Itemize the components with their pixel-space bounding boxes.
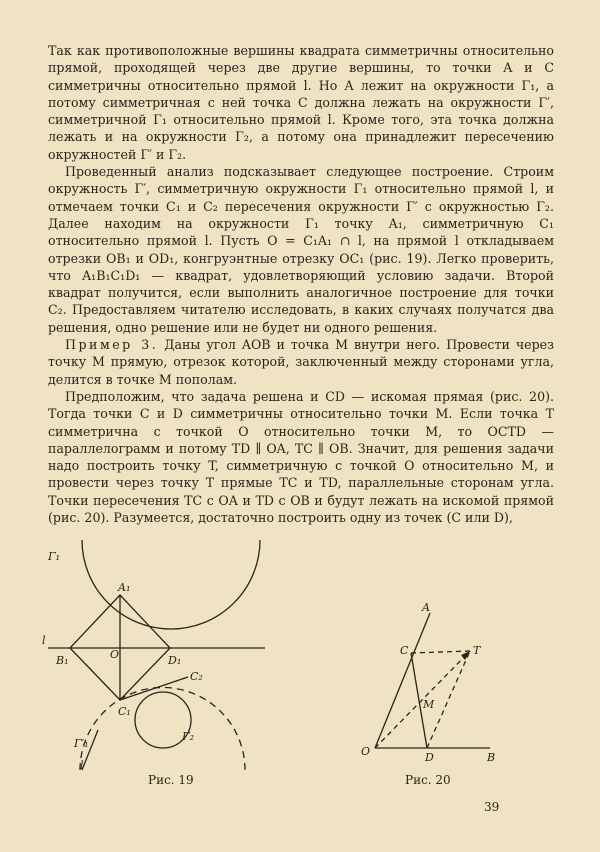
example-paragraph [48, 336, 554, 388]
label-B1: B₁ [56, 654, 69, 667]
page-number: 39 [484, 800, 500, 814]
label-T: T [473, 644, 481, 657]
segment-CT [411, 651, 470, 653]
circle-gamma-prime [80, 688, 245, 771]
figure-19-caption: Рис. 19 [148, 773, 194, 787]
label-B: B [487, 751, 496, 764]
label-M: M [423, 698, 435, 711]
figure-20 [355, 598, 505, 768]
figure-19-drawing [40, 540, 280, 775]
body-text [48, 42, 554, 526]
example-label: Пример 3. [65, 337, 159, 353]
ray-OA [375, 613, 430, 748]
label-l-lower: l [80, 759, 84, 772]
line-l-lower [82, 730, 98, 770]
label-C2: C₂ [190, 670, 203, 683]
paragraph-2: Проведенный анализ подсказывает следующее построение. Строим окружность Γ′, симметричную окружности Γ₁ относительно прямой l, и отмечаем точки C₁ и C₂ пересечения окружности Γ′ с окружностью Γ₂. Далее находим на окружности Γ₁ точку A₁, симметричную C₁ относительно прямой l. Пусть O = C₁A₁ ∩ l, на прямой l откладываем отрезки OB₁ и OD₁, конгруэнтные отрезку OC₁ (рис. 19). Легко проверить, что A₁B₁C₁D₁ — квадрат, удовлетворяющий условию задачи. Второй квадрат получится, если выполнить аналогичное построение для точки C₂. Предоставляем читателю исследовать, в каких случаях получатся два решения, одно решение или не будет ни одного решения. [48, 164, 554, 335]
label-C1: C₁ [118, 705, 131, 718]
circle-gamma1 [82, 540, 260, 629]
example-text: Даны угол AOB и точка M внутри него. Провести через точку M прямую, отрезок которой, заключенный между сторонами угла, делится в точке M пополам. [48, 337, 554, 387]
figure-20-drawing [355, 598, 505, 768]
label-l: l [42, 634, 46, 647]
paragraph-1: Так как противоположные вершины квадрата симметричны относительно прямой, проходящей через две другие вершины, то точки A и C симметричны относительно прямой l. Но A лежит на окружности Γ₁, а потому симметричная с ней точка C должна лежать на окружности Γ′, симметричной Γ₁ относительно прямой l. Кроме того, эта точка должна лежать и на окружности Γ₂, а потому она принадлежит пересечению окружностей Γ′ и Γ₂. [48, 43, 554, 162]
label-O: O [361, 745, 371, 758]
label-gamma-prime: Γ′₁ [74, 737, 89, 750]
label-gamma1: Γ₁ [48, 550, 61, 563]
figure-20-caption: Рис. 20 [405, 773, 451, 787]
label-D: D [425, 751, 434, 764]
paragraph-3: Предположим, что задача решена и CD — искомая прямая (рис. 20). Тогда точки C и D симметричны относительно точки M. Если точка T симметрична с точкой O относительно точки M, то OCTD — параллелограмм и потому TD ∥ OA, TC ∥ OB. Значит, для решения задачи надо построить точку T, симметричную с точкой O относительно M, и провести через точку T прямые TC и TD, параллельные сторонам угла. Точки пересечения TC с OA и TD с OB и будут лежать на искомой прямой (рис. 20). Разумеется, достаточно построить одну из точек (C или D), [48, 388, 554, 526]
label-A: A [422, 601, 430, 614]
label-gamma2: Γ₂ [182, 730, 195, 743]
label-O: O [110, 648, 120, 661]
figure-19 [40, 540, 280, 775]
label-A1: A₁ [118, 581, 131, 594]
label-D1: D₁ [168, 654, 182, 667]
label-C: C [400, 644, 409, 657]
